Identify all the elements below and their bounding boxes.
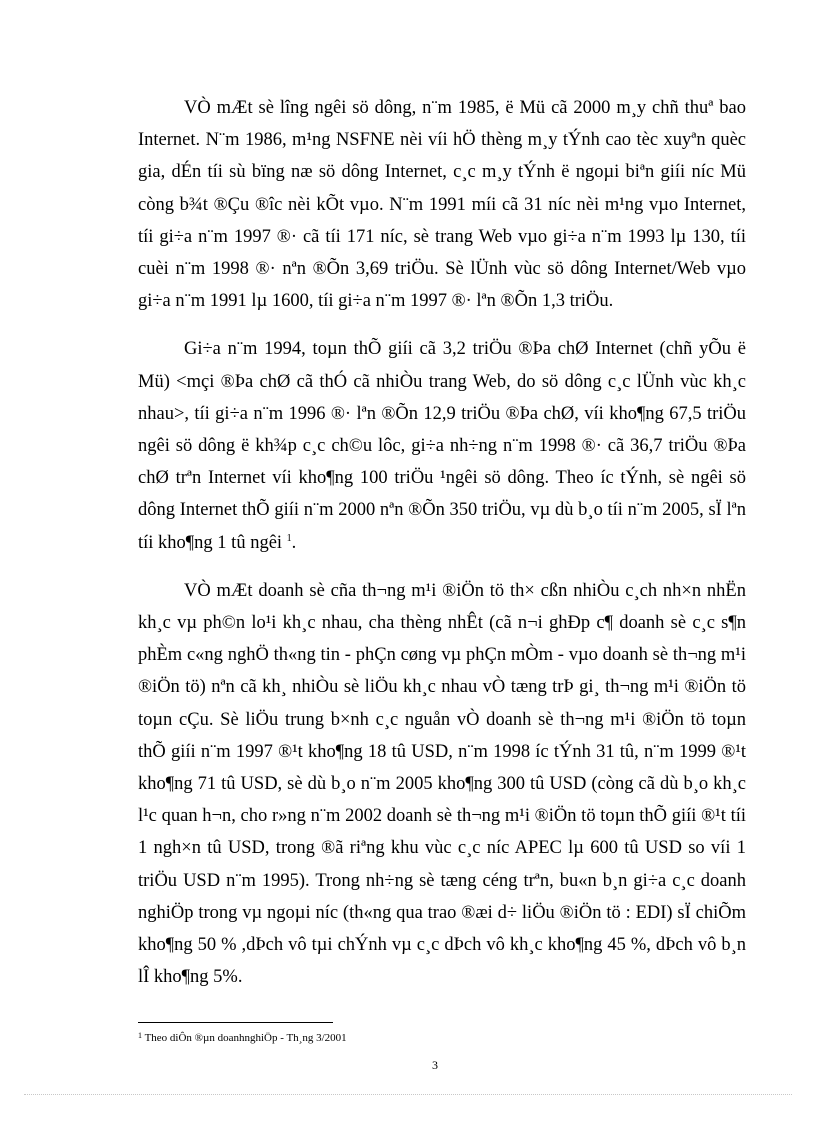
paragraph-ecommerce-revenue [138, 575, 746, 994]
body-text [138, 92, 746, 1009]
paragraph-text: Gi÷a n¨m 1994, toµn thÕ giíi cã 3,2 triÖu ®Þa chØ Internet (chñ yÕu ë Mü) <mçi ®Þa chØ cã thÓ cã nhiÒu trang Web, do sö dông c¸c lÜnh vùc kh¸c nhau>, tíi gi÷a n¨m 1996 ®· lªn ®Õn 12,9 triÖu ®Þa chØ, víi kho¶ng 67,5 triÖu ngêi sö dông ë kh¾p c¸c ch©u lôc, gi÷a nh÷ng n¨m 1998 ®· cã 36,7 triÖu ®Þa chØ trªn Internet víi kho¶ng 100 triÖu ¹ngêi sö dông. Theo íc tÝnh, sè ngêi sö dông Internet thÕ giíi n¨m 2000 nªn ®Õn 350 triÖu, vµ dù b¸o tíi n¨m 2005, sÏ lªn tíi kho¶ng 1 tû ngêi [138, 339, 746, 553]
paragraph-internet-history [138, 92, 746, 317]
footnote [138, 1031, 738, 1045]
footnote-reference[interactable]: 1 [286, 532, 292, 544]
footnote-text: Theo diÔn ®µn doanhnghiÖp - Th¸ng 3/2001 [144, 1032, 347, 1044]
paragraph-internet-users [138, 333, 746, 558]
page-boundary [24, 1094, 792, 1095]
footnote-marker: 1 [138, 1031, 142, 1040]
footnote-divider [138, 1022, 333, 1023]
paragraph-end-punct: . [291, 532, 297, 553]
page-number: 3 [432, 1058, 438, 1072]
paragraph-text: VÒ mÆt doanh sè cña th¬ng m¹i ®iÖn tö th× cßn nhiÒu c¸ch nh×n nhËn kh¸c vµ ph©n lo¹i kh¸c nhau, cha thèng nhÊt (cã n¬i ghÐp c¶ doanh sè c¸c s¶n phÈm c«ng nghÖ th«ng tin - phÇn cøng vµ phÇn mÒm - vµo doanh sè th¬ng m¹i ®iÖn tö) nªn cã kh¸ nhiÒu sè liÖu kh¸c nhau vÒ tæng trÞ gi¸ th¬ng m¹i ®iÖn tö toµn cÇu. Sè liÖu trung b×nh c¸c nguån vÒ doanh sè th¬ng m¹i ®iÖn tö toµn thÕ giíi n¨m 1997 ®¹t kho¶ng 18 tû USD, n¨m 1998 íc tÝnh 31 tû, n¨m 1999 ®¹t kho¶ng 71 tû USD, sè dù b¸o n¨m 2005 kho¶ng 300 tû USD (còng cã dù b¸o kh¸c l¹c quan h¬n, cho r»ng n¨m 2002 doanh sè th¬ng m¹i ®iÖn tö toµn thÕ giíi ®¹t tíi 1 ngh×n tû USD, trong ®ã riªng khu vùc c¸c níc APEC lµ 600 tû USD so víi 1 triÖu USD n¨m 1995). Trong nh÷ng sè tæng céng trªn, bu«n b¸n gi÷a c¸c doanh nghiÖp trong vµ ngoµi níc (th«ng qua trao ®æi d÷ liÖu ®iÖn tö : EDI) sÏ chiÕm kho¶ng 50 % ,dÞch vô tµi chÝnh vµ c¸c dÞch vô kh¸c kho¶ng 45 %, dÞch vô b¸n lÎ kho¶ng 5%. [138, 580, 746, 988]
paragraph-text: VÒ mÆt sè lîng ngêi sö dông, n¨m 1985, ë Mü cã 2000 m¸y chñ thuª bao Internet. N¨m 1986, m¹ng NSFNE nèi víi hÖ thèng m¸y tÝnh cao tèc xuyªn quèc gia, dÉn tíi sù bïng næ sö dông Internet, c¸c m¸y tÝnh ë ngoµi biªn giíi níc Mü còng b¾t ®Çu ®îc nèi kÕt vµo. N¨m 1991 míi cã 31 níc nèi m¹ng vµo Internet, tíi gi÷a n¨m 1997 ®· cã tíi 171 níc, sè trang Web vµo gi÷a n¨m 1993 lµ 130, tíi cuèi n¨m 1998 ®· nªn ®Õn 3,69 triÖu. Sè lÜnh vùc sö dông Internet/Web vµo gi÷a n¨m 1991 lµ 1600, tíi gi÷a n¨m 1997 ®· lªn ®Õn 1,3 triÖu. [138, 98, 746, 312]
